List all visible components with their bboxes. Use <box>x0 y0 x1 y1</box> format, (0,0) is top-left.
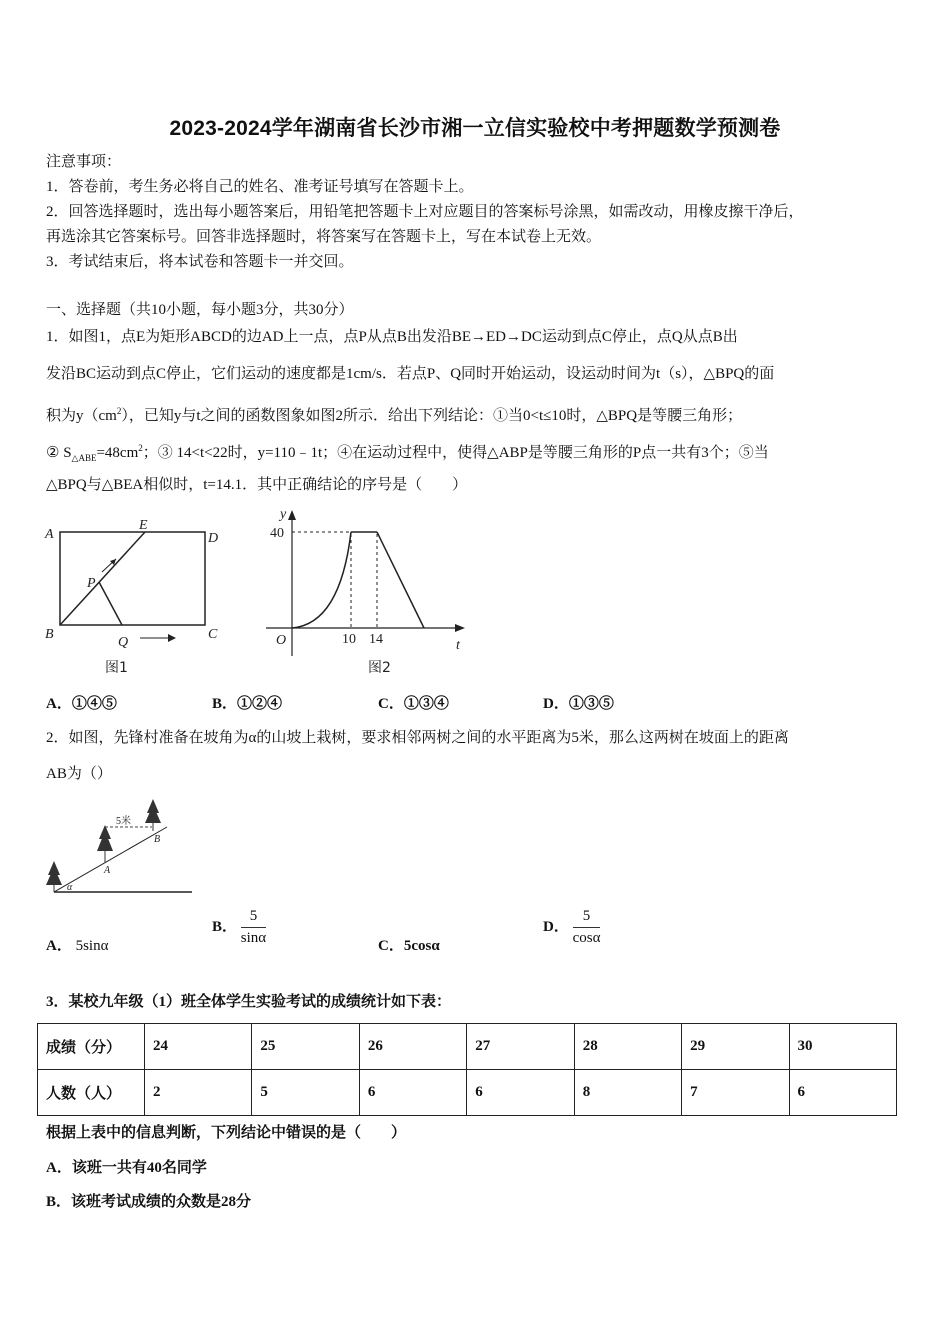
option-text: ①④⑤ <box>71 696 117 712</box>
table-cell: 6 <box>789 1070 896 1116</box>
table-row <box>38 1070 897 1116</box>
label-b: B <box>154 834 161 845</box>
q1-text-line: 发沿BC运动到点C停止，它们运动的速度都是1cm/s．若点P、Q同时开始运动，设运动时间为t（s），△BPQ的面 <box>46 366 775 382</box>
origin-label: O <box>276 633 287 648</box>
y-tick-40: 40 <box>270 526 284 541</box>
q1-text-line: 1．如图1，点E为矩形ABCD的边AD上一点，点P从点B出发沿BE→ED→DC运动到点C停止，点Q从点B出 <box>46 329 738 345</box>
q1-option-b[interactable] <box>212 692 282 713</box>
notice-heading: 注意事项： <box>46 154 122 170</box>
label-e: E <box>139 518 148 533</box>
table-cell: 25 <box>252 1024 359 1070</box>
q1-figure2-function-graph <box>262 506 472 682</box>
row-header: 人数（人） <box>38 1070 145 1116</box>
x-tick-14: 14 <box>369 632 383 647</box>
q2-text-line: 2．如图，先锋村准备在坡角为α的山坡上栽树，要求相邻两树之间的水平距离为5米，那么这两树在坡面上的距离 <box>46 730 789 746</box>
q2-option-a[interactable] <box>46 934 108 955</box>
label-p: P <box>87 576 96 591</box>
row-header: 成绩（分） <box>38 1024 145 1070</box>
label-b: B <box>45 627 54 642</box>
q3-text-line: 3．某校九年级（1）班全体学生实验考试的成绩统计如下表： <box>46 994 452 1010</box>
q2-option-b[interactable] <box>212 908 266 947</box>
option-letter: C． <box>378 696 404 712</box>
option-letter: B． <box>212 696 238 712</box>
figure1-caption: 图1 <box>105 660 128 676</box>
table-cell: 27 <box>467 1024 574 1070</box>
label-a: A <box>45 527 54 542</box>
option-text: 5cosα <box>403 938 440 954</box>
option-text: ①③④ <box>403 696 449 712</box>
q1-option-d[interactable] <box>543 692 614 713</box>
fraction <box>573 908 601 947</box>
table-cell: 28 <box>574 1024 681 1070</box>
q1-text-line: △BPQ与△BEA相似时，t=14.1．其中正确结论的序号是（ ） <box>46 477 468 493</box>
table-cell: 26 <box>359 1024 466 1070</box>
table-row <box>38 1024 897 1070</box>
x-tick-10: 10 <box>342 632 356 647</box>
q1-text: ；③ 14<t<22时，y=110﹣1t；④在运动过程中，使得△ABP是等腰三角形的P点一共有3个；⑤当 <box>142 445 769 461</box>
tree-icon <box>145 799 161 831</box>
option-letter: C． <box>378 938 404 954</box>
page-title: 2023-2024学年湖南省长沙市湘一立信实验校中考押题数学预测卷 <box>169 117 781 140</box>
option-text: ①③⑤ <box>568 696 614 712</box>
table-cell: 30 <box>789 1024 896 1070</box>
table-cell: 24 <box>145 1024 252 1070</box>
option-letter: B． <box>212 918 238 935</box>
numerator: 5 <box>573 908 601 928</box>
q1-text: ② S <box>46 445 72 461</box>
q2-option-c[interactable] <box>378 934 440 955</box>
option-letter: A． <box>46 696 72 712</box>
table-cell: 8 <box>574 1070 681 1116</box>
figure2-caption: 图2 <box>368 660 391 676</box>
option-letter: D． <box>543 696 569 712</box>
table-cell: 6 <box>467 1070 574 1116</box>
option-text: 该班考试成绩的众数是28分 <box>71 1194 252 1210</box>
table-cell: 2 <box>145 1070 252 1116</box>
section-heading: 一、选择题（共10小题，每小题3分，共30分） <box>46 302 354 318</box>
q3-option-b[interactable] <box>46 1190 251 1211</box>
table-cell: 29 <box>682 1024 789 1070</box>
option-letter: B． <box>46 1194 72 1210</box>
q1-option-a[interactable] <box>46 692 117 713</box>
superscript: 2 <box>116 406 122 416</box>
q1-text: 积为y（cm <box>46 408 117 424</box>
tree-icon <box>97 825 113 863</box>
table-cell: 6 <box>359 1070 466 1116</box>
distance-label: 5米 <box>116 816 131 827</box>
option-letter: A． <box>46 1160 72 1176</box>
label-d: D <box>208 531 219 546</box>
q1-text-line <box>46 401 742 426</box>
score-table <box>37 1023 897 1116</box>
fraction <box>241 908 266 947</box>
subscript: △ABE <box>71 453 97 463</box>
table-cell: 5 <box>252 1070 359 1116</box>
numerator: 5 <box>241 908 266 928</box>
table-cell: 7 <box>682 1070 789 1116</box>
notice-item: 3．考试结束后，将本试卷和答题卡一并交回。 <box>46 254 354 270</box>
q1-text: ），已知y与t之间的函数图象如图2所示．给出下列结论：①当0<t≤10时，△BPQ是等腰三角形； <box>121 408 743 424</box>
q1-option-c[interactable] <box>378 692 449 713</box>
q1-text-line <box>46 438 769 468</box>
option-letter: D． <box>543 918 569 935</box>
y-axis-label: y <box>280 507 287 522</box>
superscript: 2 <box>138 443 143 453</box>
label-q: Q <box>118 635 129 650</box>
label-a: A <box>104 865 111 876</box>
tree-icon <box>46 861 62 892</box>
notice-item: 再选涂其它答案标号。回答非选择题时，将答案写在答题卡上，写在本试卷上无效。 <box>46 229 602 245</box>
option-text: 5sinα <box>75 938 109 954</box>
notice-item: 1．答卷前，考生务必将自己的姓名、准考证号填写在答题卡上。 <box>46 179 474 195</box>
q2-option-d[interactable] <box>543 908 600 947</box>
denominator: cosα <box>572 930 601 946</box>
option-text: 该班一共有40名同学 <box>71 1160 207 1176</box>
notice-item: 2．回答选择题时，选出每小题答案后，用铅笔把答题卡上对应题目的答案标号涂黑，如需改动，用橡皮擦干净后， <box>46 204 804 220</box>
q2-text-line: AB为（） <box>46 766 112 782</box>
denominator: sinα <box>240 930 267 946</box>
angle-label: α <box>67 882 73 893</box>
option-letter: A． <box>46 938 72 954</box>
q3-question: 根据上表中的信息判断，下列结论中错误的是（ ） <box>46 1125 407 1141</box>
q2-slope-tree-diagram <box>42 795 197 900</box>
label-c: C <box>208 627 218 642</box>
option-text: ①②④ <box>237 696 283 712</box>
q3-option-a[interactable] <box>46 1156 207 1177</box>
q1-figure1-rectangle-diagram <box>40 512 230 682</box>
q1-text: =48cm <box>96 445 139 461</box>
x-axis-label: t <box>456 638 460 653</box>
